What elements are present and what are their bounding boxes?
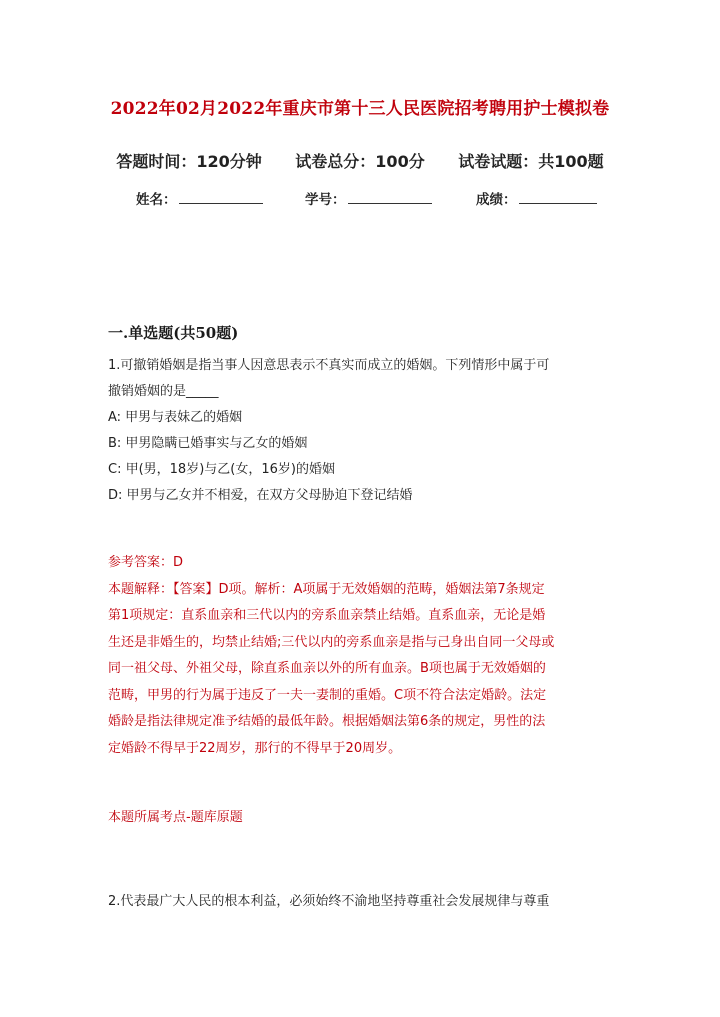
exam-meta (0, 149, 720, 172)
explanation-line: 本题解释：【答案】D项。解析：A项属于无效婚姻的范畴，婚姻法第7条规定 (108, 581, 545, 597)
score-field (476, 188, 597, 208)
exam-time: 答题时间：120分钟 (116, 152, 262, 171)
student-id-field (305, 188, 432, 208)
question-source: 本题所属考点-题库原题 (108, 810, 243, 825)
question-2-stem: 2.代表最广大人民的根本利益，必须始终不渝地坚持尊重社会发展规律与尊重 (108, 894, 550, 909)
option-b: B: 甲男隐瞒已婚事实与乙女的婚姻 (108, 436, 308, 451)
question-stem-line: 撤销婚姻的是_____ (108, 384, 219, 399)
reference-answer: 参考答案：D (108, 555, 184, 570)
explanation-line: 同一祖父母、外祖父母，除直系血亲以外的所有血亲。B项也属于无效婚姻的 (108, 661, 546, 676)
name-field (136, 188, 263, 208)
student-id-label: 学号： (305, 192, 346, 208)
question-stem-line: 1.可撤销婚姻是指当事人因意思表示不真实而成立的婚姻。下列情形中属于可 (108, 358, 550, 373)
document-title: 2022年02月2022年重庆市第十三人民医院招考聘用护士模拟卷 (110, 99, 610, 119)
name-blank (179, 191, 263, 204)
question-stem (108, 353, 608, 405)
explanation-line: 第1项规定：直系血亲和三代以内的旁系血亲禁止结婚。直系血亲，无论是婚 (108, 608, 546, 623)
exam-total-score: 试卷总分：100分 (295, 152, 425, 171)
explanation-line: 生还是非婚生的，均禁止结婚;三代以内的旁系血亲是指与己身出自同一父母或 (108, 634, 555, 650)
answer-block (108, 550, 608, 762)
name-label: 姓名： (136, 192, 177, 208)
explanation-line: 定婚龄不得早于22周岁，那行的不得早于20周岁。 (108, 740, 402, 756)
option-d: D: 甲男与乙女并不相爱，在双方父母胁迫下登记结婚 (108, 488, 413, 503)
explanation-line: 范畴，甲男的行为属于违反了一夫一妻制的重婚。C项不符合法定婚龄。法定 (108, 687, 547, 703)
option-list (108, 405, 608, 509)
option-c: C: 甲(男，18岁)与乙(女，16岁)的婚姻 (108, 462, 335, 477)
student-id-blank (348, 191, 432, 204)
question-1 (108, 353, 608, 509)
option-a: A: 甲男与表妹乙的婚姻 (108, 410, 243, 425)
score-label: 成绩： (476, 192, 517, 208)
section-heading: 一.单选题(共50题) (108, 324, 239, 342)
score-blank (519, 191, 597, 204)
exam-total-questions: 试卷试题：共100题 (458, 152, 604, 171)
explanation-line: 婚龄是指法律规定准予结婚的最低年龄。根据婚姻法第6条的规定，男性的法 (108, 714, 546, 729)
